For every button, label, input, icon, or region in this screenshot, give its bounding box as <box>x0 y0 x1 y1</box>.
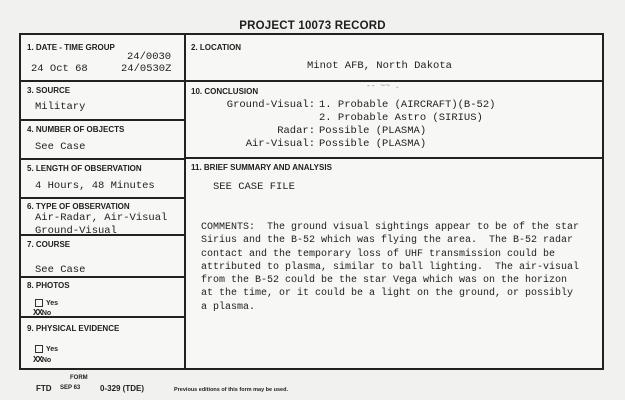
photos-label: 8. PHOTOS <box>27 281 70 290</box>
see-case-file: SEE CASE FILE <box>213 181 295 193</box>
form-date: SEP 63 <box>60 385 81 391</box>
conclusion-value-3: Possible (PLASMA) <box>319 125 427 137</box>
divider-left-1 <box>21 80 184 82</box>
smudge-mark: -- ~~ . <box>366 82 400 91</box>
conclusion-key-3: Radar: <box>277 125 315 137</box>
conclusion-key-4: Air-Visual: <box>245 138 315 150</box>
record-form <box>19 33 604 370</box>
conclusion-label: 10. CONCLUSION <box>191 87 259 96</box>
photos-yes-option[interactable]: Yes <box>35 299 58 307</box>
type-value-2: Ground-Visual <box>35 225 117 237</box>
checkbox-icon <box>35 345 43 353</box>
physical-evidence-no-mark: XX <box>33 355 42 365</box>
column-divider <box>184 35 186 368</box>
physical-evidence-no-option[interactable]: XXNo <box>33 355 52 365</box>
physical-evidence-label: 9. PHYSICAL EVIDENCE <box>27 324 120 333</box>
time-value-1: 24/0030 <box>127 51 172 63</box>
form-notice: Previous editions of this form may be used. <box>174 387 288 393</box>
form-id: FTD <box>36 384 52 393</box>
source-value: Military <box>35 101 86 113</box>
date-time-label: 1. DATE - TIME GROUP <box>27 43 115 52</box>
form-number: 0-329 (TDE) <box>100 384 145 393</box>
time-value-2: 24/0530Z <box>121 63 172 75</box>
date-value: 24 Oct 68 <box>31 63 88 75</box>
physical-evidence-yes-option[interactable]: Yes <box>35 345 58 353</box>
course-value: See Case <box>35 264 86 276</box>
type-value-1: Air-Radar, Air-Visual <box>35 212 168 224</box>
location-label: 2. LOCATION <box>191 43 242 52</box>
divider-right-2 <box>184 157 604 159</box>
conclusion-value-4: Possible (PLASMA) <box>319 138 427 150</box>
number-of-objects-value: See Case <box>35 141 86 153</box>
record-title: PROJECT 10073 RECORD <box>239 20 386 32</box>
number-of-objects-label: 4. NUMBER OF OBJECTS <box>27 125 125 134</box>
conclusion-key-1: Ground-Visual: <box>226 99 315 111</box>
summary-label: 11. BRIEF SUMMARY AND ANALYSIS <box>191 163 332 172</box>
length-value: 4 Hours, 48 Minutes <box>35 180 155 192</box>
source-label: 3. SOURCE <box>27 86 71 95</box>
course-label: 7. COURSE <box>27 240 71 249</box>
form-word: FORM <box>70 375 88 381</box>
photos-no-option[interactable]: XXNo <box>33 308 52 318</box>
summary-comments: COMMENTS: The ground visual sightings appear to be of the star Sirius and the B-52 which was flying the area. The B-52 radar contact and the temporary loss of UHF transmission could be attributed to plasma, similar to ball lighting. The air-visual from the B-52 could be the star Vega which was on the horizon at the time, or it could be a light on the ground, or possibly a plasma. <box>201 222 580 313</box>
divider-left-4 <box>21 197 184 199</box>
divider-left-2 <box>21 119 184 121</box>
location-value: Minot AFB, North Dakota <box>307 60 452 72</box>
conclusion-value-2: 2. Probable Astro (SIRIUS) <box>319 112 483 124</box>
conclusion-value-1: 1. Probable (AIRCRAFT)(B-52) <box>319 99 496 111</box>
divider-left-3 <box>21 158 184 160</box>
photos-no-mark: XX <box>33 308 42 318</box>
type-label: 6. TYPE OF OBSERVATION <box>27 202 130 211</box>
divider-left-6 <box>21 276 184 278</box>
checkbox-icon <box>35 299 43 307</box>
length-label: 5. LENGTH OF OBSERVATION <box>27 164 142 173</box>
